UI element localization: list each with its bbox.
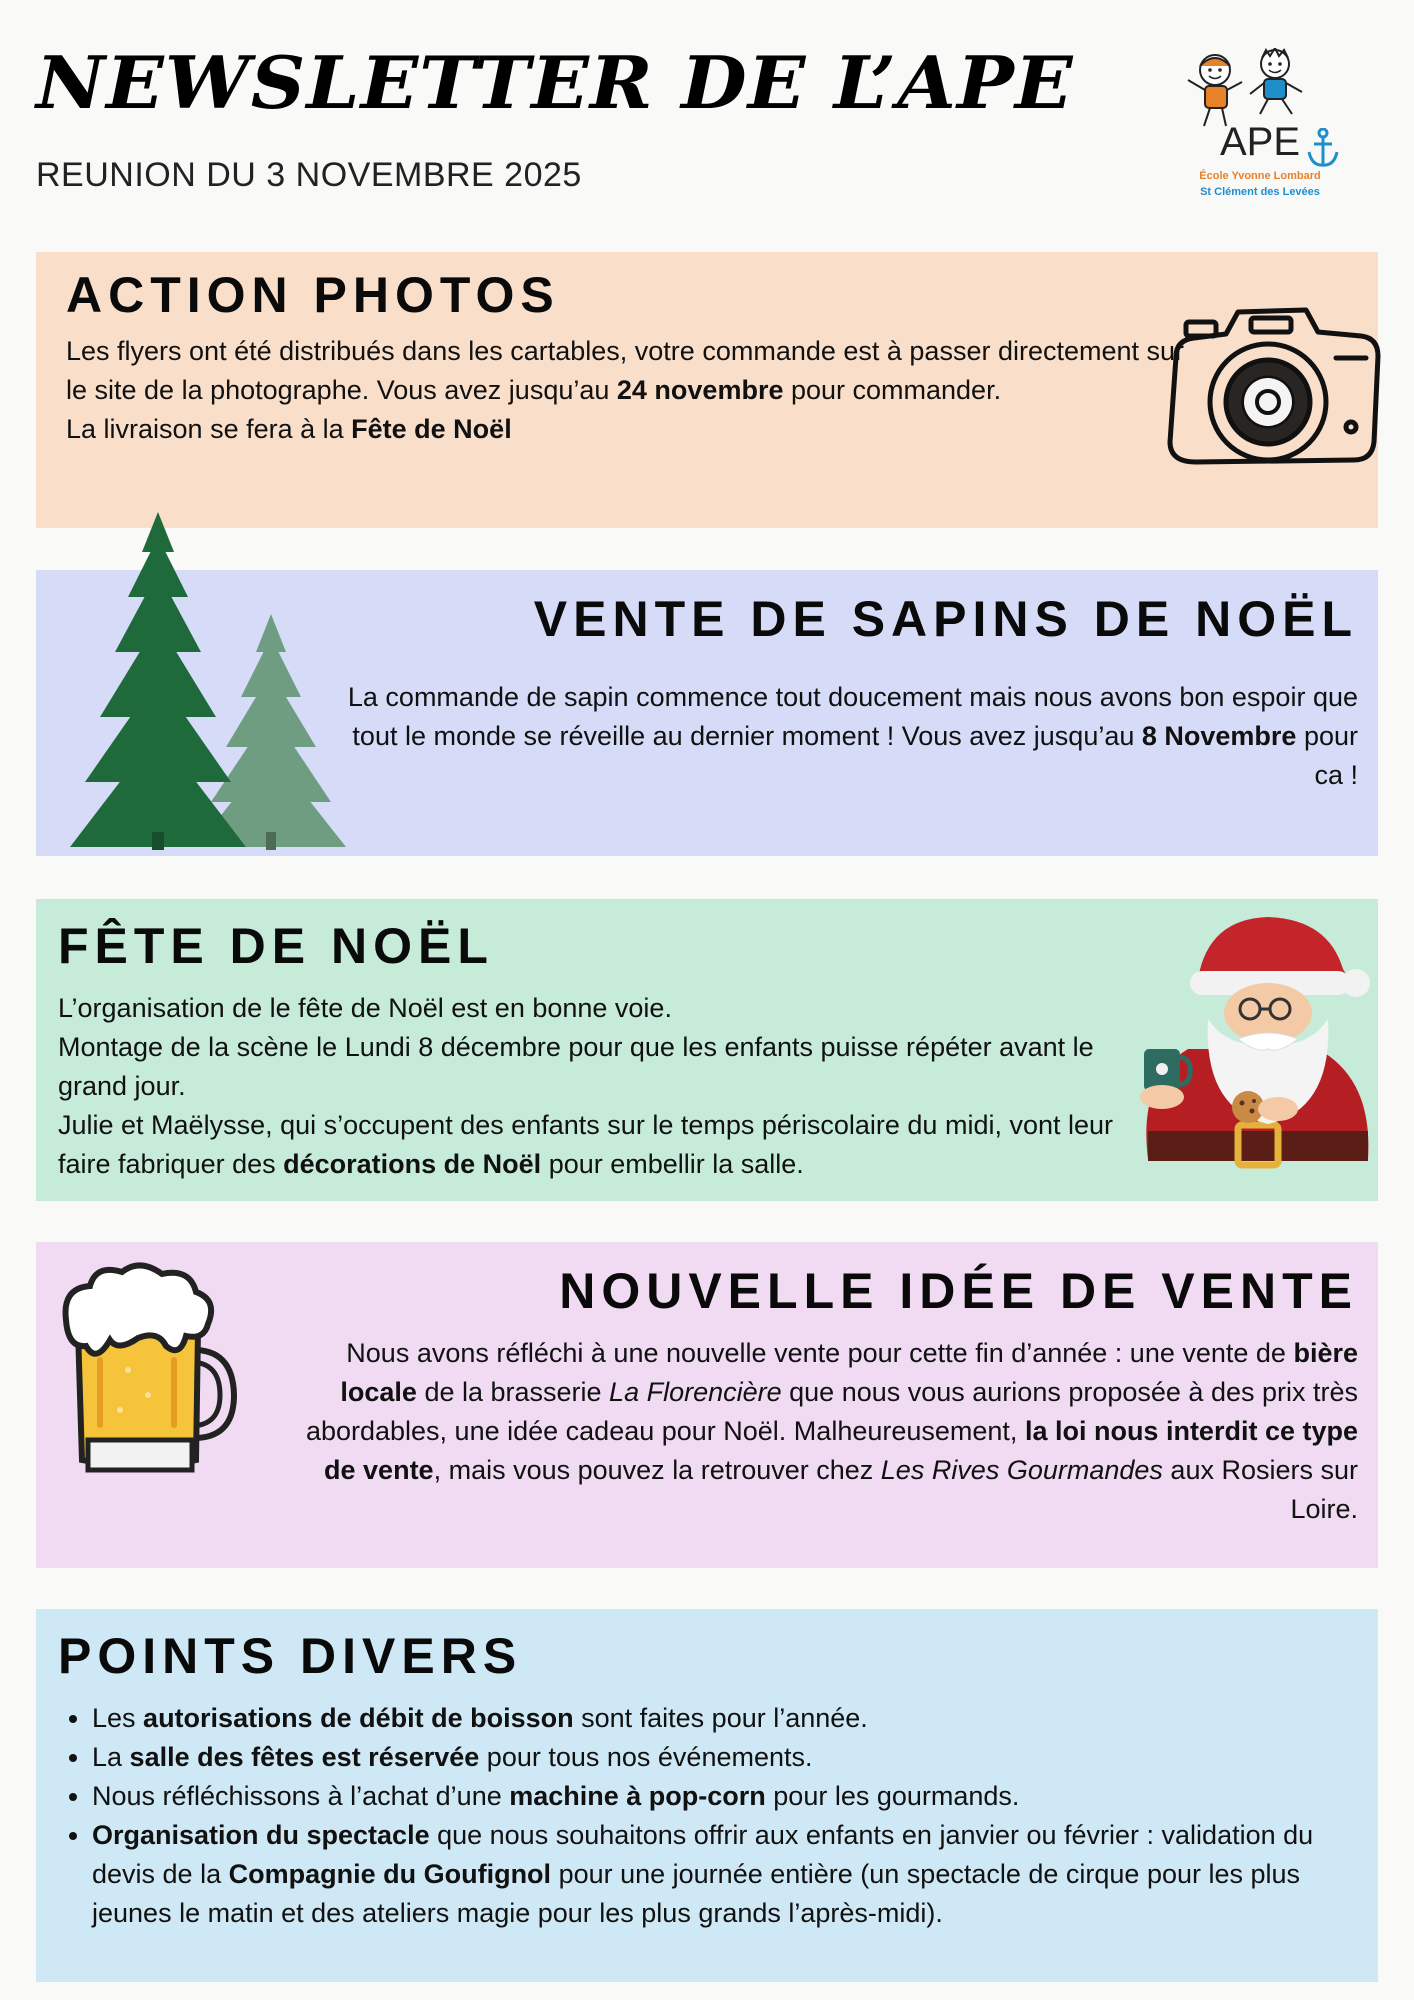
section-nouvelle-vente	[36, 1242, 1378, 1568]
section-body	[283, 1334, 1358, 1529]
paragraph: Montage de la scène le Lundi 8 décembre pour que les enfants puisse répéter avant le grand jour.	[58, 1032, 1094, 1101]
section-body	[58, 1699, 1348, 1933]
list-item: • Organisation du spectacle que nous souhaitons offrir aux enfants en janvier ou février : validation du devis de la Compagnie du Goufignol pour une journée entière (un spectacle de cirque pour les plus jeunes le matin et des ateliers magie pour les plus grands l’après-midi).	[92, 1816, 1348, 1933]
paragraph: Julie et Maëlysse, qui s’occupent des enfants sur le temps périscolaire du midi, vont leur faire fabriquer des décorations de Noël pour embellir la salle.	[58, 1110, 1114, 1179]
fir-trees-icon	[66, 512, 356, 852]
section-title: FÊTE DE NOËL	[58, 918, 494, 974]
section-title: NOUVELLE IDÉE DE VENTE	[559, 1263, 1358, 1319]
paragraph: L’organisation de le fête de Noël est en bonne voie.	[58, 993, 672, 1023]
paragraph: La commande de sapin commence tout doucement mais nous avons bon espoir que tout le monde se réveille au dernier moment ! Vous avez jusqu’au 8 Novembre pour ca !	[347, 682, 1358, 790]
logo-name: APE	[1220, 120, 1301, 164]
section-body	[66, 332, 1196, 449]
santa-claus-icon	[1128, 909, 1378, 1179]
section-points-divers	[36, 1609, 1378, 1982]
list-item: • La salle des fêtes est réservée pour tous nos événements.	[92, 1738, 1348, 1777]
list-item: • Nous réfléchissons à l’achat d’une machine à pop-corn pour les gourmands.	[92, 1777, 1348, 1816]
newsletter-title: NEWSLETTER DE L’APE	[36, 40, 1074, 125]
logo-town-name: St Clément des Levées	[1200, 186, 1320, 198]
ape-logo	[1180, 48, 1365, 208]
section-title: POINTS DIVERS	[58, 1628, 523, 1684]
paragraph: Les flyers ont été distribués dans les cartables, votre commande est à passer directement sur le site de la photographe. Vous avez jusqu’au 24 novembre pour commander.	[66, 336, 1185, 405]
section-action-photos	[36, 252, 1378, 528]
list-item: • Les autorisations de débit de boisson sont faites pour l’année.	[92, 1699, 1348, 1738]
section-body	[328, 678, 1358, 795]
beer-mug-icon	[58, 1260, 248, 1490]
camera-icon	[1156, 302, 1386, 482]
section-title: ACTION PHOTOS	[66, 267, 560, 323]
section-body	[58, 989, 1133, 1184]
paragraph: Nous avons réfléchi à une nouvelle vente pour cette fin d’année : une vente de bière locale de la brasserie La Florencière que nous vous aurions proposée à des prix très abordables, une idée cadeau pour Noël. Malheureusement, la loi nous interdit ce type de vente, mais vous pouvez la retrouver chez Les Rives Gourmandes aux Rosiers sur Loire.	[305, 1338, 1358, 1524]
section-fete-noel	[36, 899, 1378, 1201]
logo-school-name: École Yvonne Lombard	[1199, 170, 1321, 182]
points-list	[58, 1699, 1348, 1933]
paragraph: La livraison se fera à la Fête de Noël	[66, 414, 512, 444]
section-title: VENTE DE SAPINS DE NOËL	[533, 591, 1358, 647]
anchor-icon	[1306, 128, 1340, 168]
meeting-date-subtitle: REUNION DU 3 NOVEMBRE 2025	[36, 156, 582, 194]
